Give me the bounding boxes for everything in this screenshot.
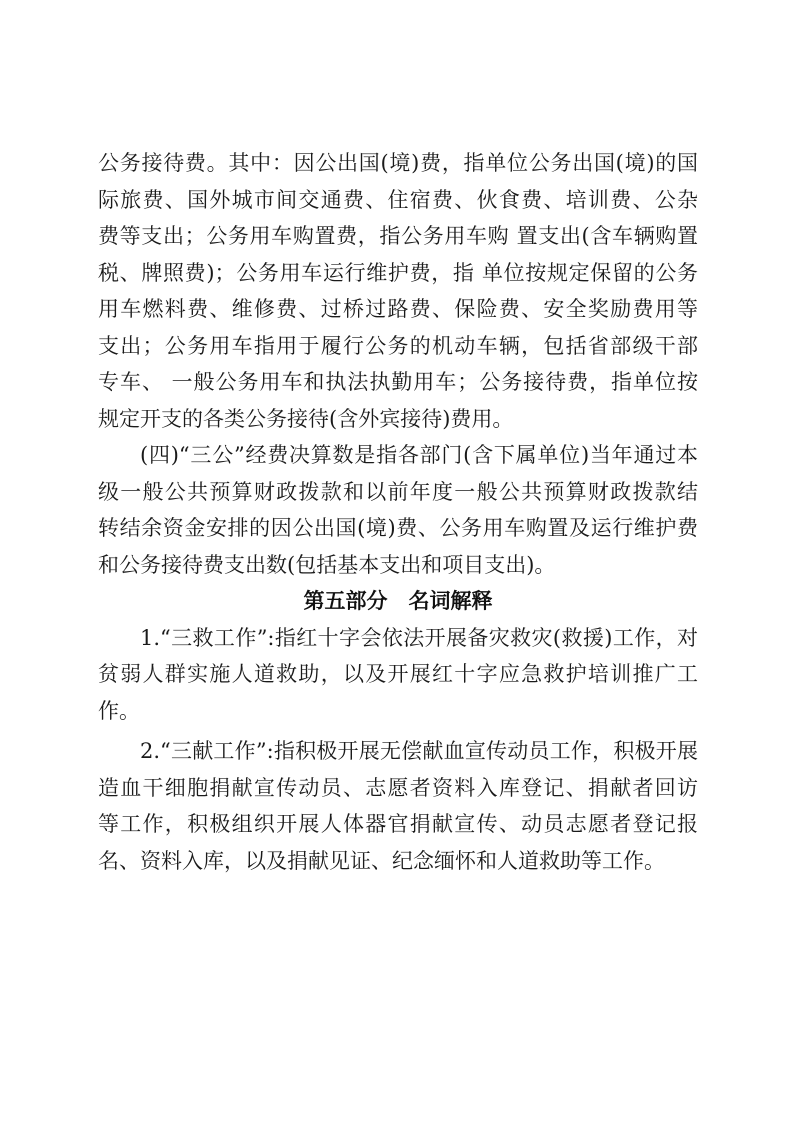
- text-line: (四)“三公”经费决算数是指各部门(含下属单位)当年通过本: [140, 443, 698, 467]
- text-line: 支出；公务用车指用于履行公务的机动车辆，包括省部级干部: [98, 333, 698, 358]
- text-line: 级一般公共预算财政拨款和以前年度一般公共预算财政拨款结: [98, 479, 698, 504]
- text-line: 名、资料入库，以及捐献见证、纪念缅怀和人道救助等工作。: [98, 848, 665, 873]
- text-line: 等工作，积极组织开展人体器官捐献宣传、动员志愿者登记报: [98, 812, 698, 836]
- document-body: [98, 145, 698, 879]
- paragraph-expense-definitions: [98, 145, 698, 437]
- text-line: 2.“三献工作”:指积极开展无偿献血宣传动员工作，积极开展: [140, 739, 698, 763]
- text-line: 际旅费、国外城市间交通费、住宿费、伙食费、培训费、公杂: [98, 187, 698, 212]
- text-line: 税、牌照费)；公务用车运行维护费，指 单位按规定保留的公务: [98, 260, 698, 285]
- text-line: 1.“三救工作”:指红十字会依法开展备灾救灾(救援)工作，对: [140, 625, 698, 650]
- text-line: 和公务接待费支出数(包括基本支出和项目支出)。: [98, 552, 556, 577]
- paragraph-term-three-donation: [98, 733, 698, 879]
- paragraph-three-public-expenses: [98, 437, 698, 583]
- paragraph-term-three-rescue: [98, 620, 698, 730]
- section-heading: 第五部分 名词解释: [303, 589, 493, 613]
- text-line: 专车、 一般公务用车和执法执勤用车；公务接待费，指单位按: [98, 370, 698, 394]
- text-line: 规定开支的各类公务接待(含外宾接待)费用。: [98, 406, 514, 431]
- text-line: 转结余资金安排的因公出国(境)费、公务用车购置及运行维护费: [98, 516, 698, 540]
- text-line: 用车燃料费、维修费、过桥过路费、保险费、安全奖励费用等: [98, 297, 698, 321]
- text-line: 公务接待费。其中：因公出国(境)费，指单位公务出国(境)的国: [98, 151, 698, 175]
- text-line: 作。: [98, 698, 140, 723]
- text-line: 造血干细胞捐献宣传动员、志愿者资料入库登记、捐献者回访: [98, 775, 698, 800]
- text-line: 费等支出；公务用车购置费，指公务用车购 置支出(含车辆购置: [98, 224, 698, 248]
- text-line: 贫弱人群实施人道救助，以及开展红十字应急救护培训推广工: [98, 662, 698, 686]
